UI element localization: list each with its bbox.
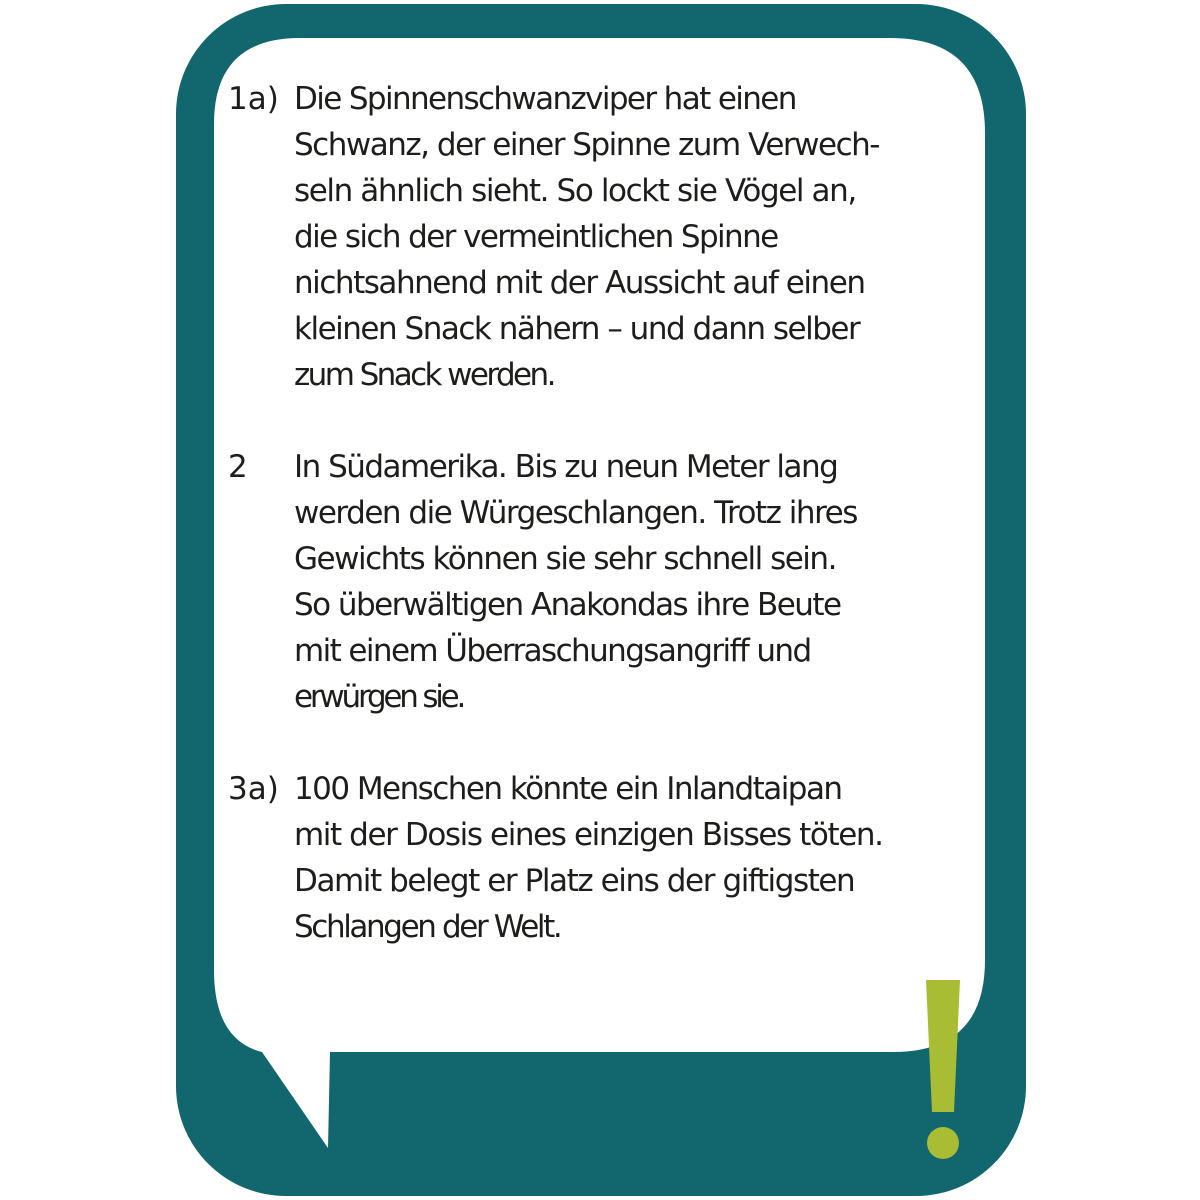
answer-text-line: nichtsahnend mit der Aussicht auf einen — [294, 265, 865, 301]
answer-item — [228, 444, 968, 720]
answer-text — [294, 766, 968, 950]
answer-text — [294, 444, 968, 720]
answer-text-line: kleinen Snack nähern – und dann selber — [294, 311, 860, 347]
answer-item — [228, 76, 968, 398]
answer-text-line: In Südamerika. Bis zu neun Meter lang — [294, 449, 838, 485]
answer-text-line: mit der Dosis eines einzigen Bisses töten. — [294, 817, 883, 853]
answer-text-line: mit einem Überraschungsangriff und — [294, 633, 811, 669]
answer-text-line: erwürgen sie. — [294, 679, 464, 715]
answer-text-line: die sich der vermeintlichen Spinne — [294, 219, 778, 255]
answer-text-line: Damit belegt er Platz eins der giftigsten — [294, 863, 855, 899]
answer-text-line: So überwältigen Anakondas ihre Beute — [294, 587, 841, 623]
answer-number: 1a) — [228, 81, 279, 117]
answer-text-line: zum Snack werden. — [294, 357, 554, 393]
answer-text-line: seln ähnlich sieht. So lockt sie Vögel an, — [294, 173, 856, 209]
answer-text-line: 100 Menschen könnte ein Inlandtaipan — [294, 771, 842, 807]
answer-text — [294, 76, 968, 398]
answer-text-line: Die Spinnenschwanzviper hat einen — [294, 81, 796, 117]
answer-number: 2 — [228, 449, 248, 485]
answer-number: 3a) — [228, 771, 279, 807]
answer-text-line: werden die Würgeschlangen. Trotz ihres — [294, 495, 857, 531]
answer-text-line: Schlangen der Welt. — [294, 909, 561, 945]
answers-list — [228, 76, 968, 996]
answer-item — [228, 766, 968, 950]
answer-text-line: Gewichts können sie sehr schnell sein. — [294, 541, 836, 577]
answer-text-line: Schwanz, der einer Spinne zum Verwech- — [294, 127, 879, 163]
